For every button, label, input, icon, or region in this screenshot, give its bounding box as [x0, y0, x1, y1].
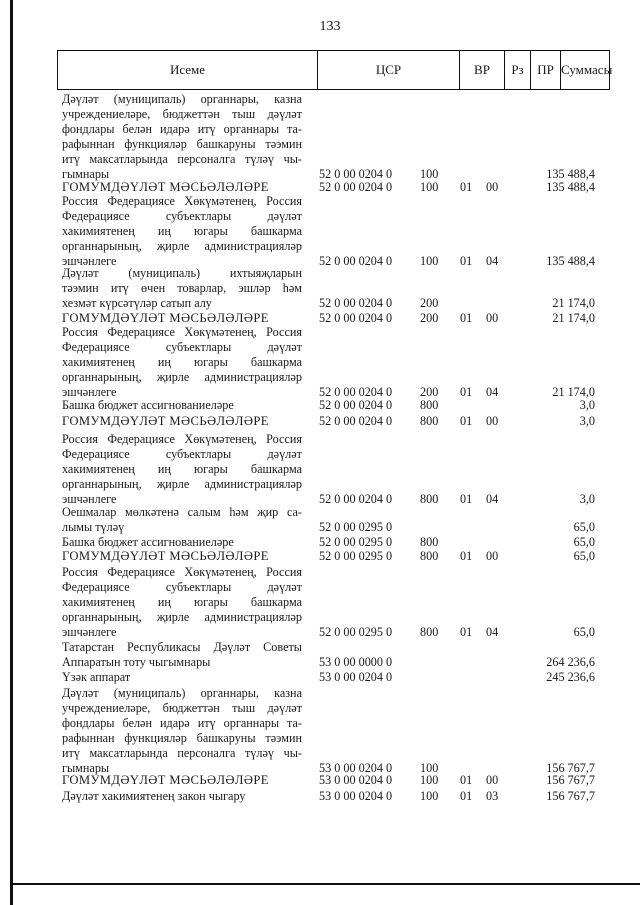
- row-name-line: рафыннан функцияләр башкаруны тәэмин: [62, 731, 302, 745]
- row-name-line: хакимиятенең иң югары башкарма: [62, 355, 302, 369]
- row-csr: 52 0 00 0204 0: [319, 492, 393, 506]
- row-pr: 00: [486, 414, 499, 428]
- row-name-line: учреждениеләре, бюджеттән тыш дәүләт: [62, 107, 302, 121]
- row-name-line: Федерациясе субъектлары дәүләт: [62, 580, 302, 594]
- row-name-line: хакимиятенең иң югары башкарма: [62, 224, 302, 238]
- row-name-line: ГОМУМДӘҮЛӘТ МӘСЬӘЛӘЛӘРЕ: [62, 549, 269, 563]
- row-sum: 65,0: [573, 549, 595, 563]
- row-name-line: эшчәнлеге: [62, 492, 117, 506]
- row-name-line: Дәүләт (муниципаль) ихтыяҗларын: [62, 266, 302, 280]
- row-vr: 100: [420, 167, 439, 181]
- row-name-line: ГОМУМДӘҮЛӘТ МӘСЬӘЛӘЛӘРЕ: [62, 180, 269, 194]
- row-csr: 53 0 00 0204 0: [319, 761, 393, 775]
- row-name-line: Россия Федерациясе Хөкүмәтенең, Россия: [62, 325, 302, 339]
- row-name-line: Дәүләт хакимиятенең закон чыгару: [62, 789, 246, 803]
- row-pr: 00: [486, 773, 499, 787]
- row-vr: 800: [420, 549, 439, 563]
- row-name-line: Аппаратын тоту чыгымнары: [62, 655, 211, 669]
- row-name-line: фондлары белән идарә итү органнары та-: [62, 716, 302, 730]
- row-sum: 135 488,4: [546, 254, 595, 268]
- row-name-line: Оешмалар мөлкәтенә салым һәм җир са-: [62, 505, 302, 519]
- row-vr: 200: [420, 296, 439, 310]
- row-vr: 800: [420, 535, 439, 549]
- header-vr: ВР: [460, 51, 505, 89]
- row-vr: 800: [420, 492, 439, 506]
- row-pr: 00: [486, 180, 499, 194]
- row-name-line: Татарстан Республикасы Дәүләт Советы: [62, 640, 302, 654]
- row-csr: 53 0 00 0204 0: [319, 670, 393, 684]
- row-pr: 03: [486, 789, 499, 803]
- page-number: 133: [319, 19, 341, 34]
- row-sum: 245 236,6: [546, 670, 595, 684]
- row-name-line: итү максатларында персоналга түләү чы-: [62, 152, 302, 166]
- row-csr: 52 0 00 0295 0: [319, 549, 393, 563]
- row-csr: 52 0 00 0295 0: [319, 535, 393, 549]
- row-vr: 100: [420, 761, 439, 775]
- header-csr: ЦСР: [318, 51, 460, 89]
- row-vr: 100: [420, 254, 439, 268]
- row-pr: 00: [486, 549, 499, 563]
- row-vr: 800: [420, 414, 439, 428]
- row-csr: 53 0 00 0204 0: [319, 773, 393, 787]
- row-name-line: Федерациясе субъектлары дәүләт: [62, 447, 302, 461]
- row-name-line: Башка бюджет ассигнованиеләре: [62, 398, 234, 412]
- row-pr: 00: [486, 311, 499, 325]
- row-name-line: Үзәк аппарат: [62, 670, 131, 684]
- row-rz: 01: [460, 492, 473, 506]
- row-name-line: лымы түләү: [62, 520, 125, 534]
- row-sum: 135 488,4: [546, 180, 595, 194]
- row-name-line: Дәүләт (муниципаль) органнары, казна: [62, 686, 302, 700]
- row-name-line: хезмәт күрсәтүләр сатып алу: [62, 296, 212, 310]
- row-name-line: хакимиятенең иң югары башкарма: [62, 462, 302, 476]
- row-pr: 04: [486, 492, 499, 506]
- row-vr: 100: [420, 789, 439, 803]
- row-pr: 04: [486, 254, 499, 268]
- row-csr: 52 0 00 0204 0: [319, 414, 393, 428]
- row-sum: 3,0: [579, 492, 595, 506]
- row-rz: 01: [460, 625, 473, 639]
- row-name-line: рафыннан функцияләр башкаруны тәэмин: [62, 137, 302, 151]
- row-sum: 65,0: [573, 625, 595, 639]
- row-rz: 01: [460, 789, 473, 803]
- row-sum: 264 236,6: [546, 655, 595, 669]
- row-rz: 01: [460, 385, 473, 399]
- row-sum: 3,0: [579, 398, 595, 412]
- row-name-line: Россия Федерациясе Хөкүмәтенең, Россия: [62, 194, 302, 208]
- row-sum: 135 488,4: [546, 167, 595, 181]
- row-name-line: итү максатларында персоналга түләү чы-: [62, 746, 302, 760]
- row-name-line: хакимиятенең иң югары башкарма: [62, 595, 302, 609]
- row-name-line: гымнары: [62, 761, 110, 775]
- row-vr: 200: [420, 385, 439, 399]
- row-rz: 01: [460, 414, 473, 428]
- row-csr: 53 0 00 0000 0: [319, 655, 393, 669]
- row-csr: 52 0 00 0204 0: [319, 167, 393, 181]
- row-rz: 01: [460, 254, 473, 268]
- row-sum: 65,0: [573, 520, 595, 534]
- row-csr: 52 0 00 0295 0: [319, 625, 393, 639]
- row-sum: 65,0: [573, 535, 595, 549]
- row-vr: 200: [420, 311, 439, 325]
- header-rz: Рз: [505, 51, 531, 89]
- row-sum: 21 174,0: [552, 296, 595, 310]
- row-sum: 156 767,7: [546, 761, 595, 775]
- header-pr: ПР: [531, 51, 561, 89]
- row-vr: 800: [420, 625, 439, 639]
- row-name-line: эшчәнлеге: [62, 254, 117, 268]
- row-name-line: Россия Федерациясе Хөкүмәтенең, Россия: [62, 565, 302, 579]
- row-vr: 800: [420, 398, 439, 412]
- row-rz: 01: [460, 773, 473, 787]
- row-rz: 01: [460, 311, 473, 325]
- row-csr: 52 0 00 0204 0: [319, 254, 393, 268]
- row-name-line: Федерациясе субъектлары дәүләт: [62, 340, 302, 354]
- row-name-line: ГОМУМДӘҮЛӘТ МӘСЬӘЛӘЛӘРЕ: [62, 414, 269, 428]
- row-name-line: гымнары: [62, 167, 110, 181]
- row-pr: 04: [486, 625, 499, 639]
- row-name-line: ГОМУМДӘҮЛӘТ МӘСЬӘЛӘЛӘРЕ: [62, 773, 269, 787]
- row-sum: 156 767,7: [546, 789, 595, 803]
- header-sum: Суммасы: [561, 62, 613, 77]
- row-name-line: органнарының, җирле администрацияләр: [62, 239, 302, 253]
- header-name: Исеме: [58, 51, 318, 89]
- row-name-line: тәэмин итү өчен товарлар, эшләр һәм: [62, 281, 302, 295]
- row-name-line: Башка бюджет ассигнованиеләре: [62, 535, 234, 549]
- row-name-line: Россия Федерациясе Хөкүмәтенең, Россия: [62, 432, 302, 446]
- row-name-line: фондлары белән идарә итү органнары та-: [62, 122, 302, 136]
- row-csr: 53 0 00 0204 0: [319, 789, 393, 803]
- row-name-line: органнарының, җирле администрацияләр: [62, 610, 302, 624]
- row-name-line: органнарының, җирле администрацияләр: [62, 370, 302, 384]
- row-name-line: органнарының, җирле администрацияләр: [62, 477, 302, 491]
- row-rz: 01: [460, 549, 473, 563]
- row-name-line: Дәүләт (муниципаль) органнары, казна: [62, 92, 302, 106]
- row-sum: 21 174,0: [552, 311, 595, 325]
- row-name-line: эшчәнлеге: [62, 625, 117, 639]
- row-csr: 52 0 00 0204 0: [319, 385, 393, 399]
- row-csr: 52 0 00 0204 0: [319, 398, 393, 412]
- row-rz: 01: [460, 180, 473, 194]
- row-csr: 52 0 00 0204 0: [319, 311, 393, 325]
- row-sum: 3,0: [579, 414, 595, 428]
- row-vr: 100: [420, 773, 439, 787]
- row-vr: 100: [420, 180, 439, 194]
- row-sum: 21 174,0: [552, 385, 595, 399]
- row-pr: 04: [486, 385, 499, 399]
- row-csr: 52 0 00 0295 0: [319, 520, 393, 534]
- row-name-line: ГОМУМДӘҮЛӘТ МӘСЬӘЛӘЛӘРЕ: [62, 311, 269, 325]
- row-csr: 52 0 00 0204 0: [319, 180, 393, 194]
- row-name-line: Федерациясе субъектлары дәүләт: [62, 209, 302, 223]
- row-name-line: учреждениеләре, бюджеттән тыш дәүләт: [62, 701, 302, 715]
- row-sum: 156 767,7: [546, 773, 595, 787]
- row-name-line: эшчәнлеге: [62, 385, 117, 399]
- row-csr: 52 0 00 0204 0: [319, 296, 393, 310]
